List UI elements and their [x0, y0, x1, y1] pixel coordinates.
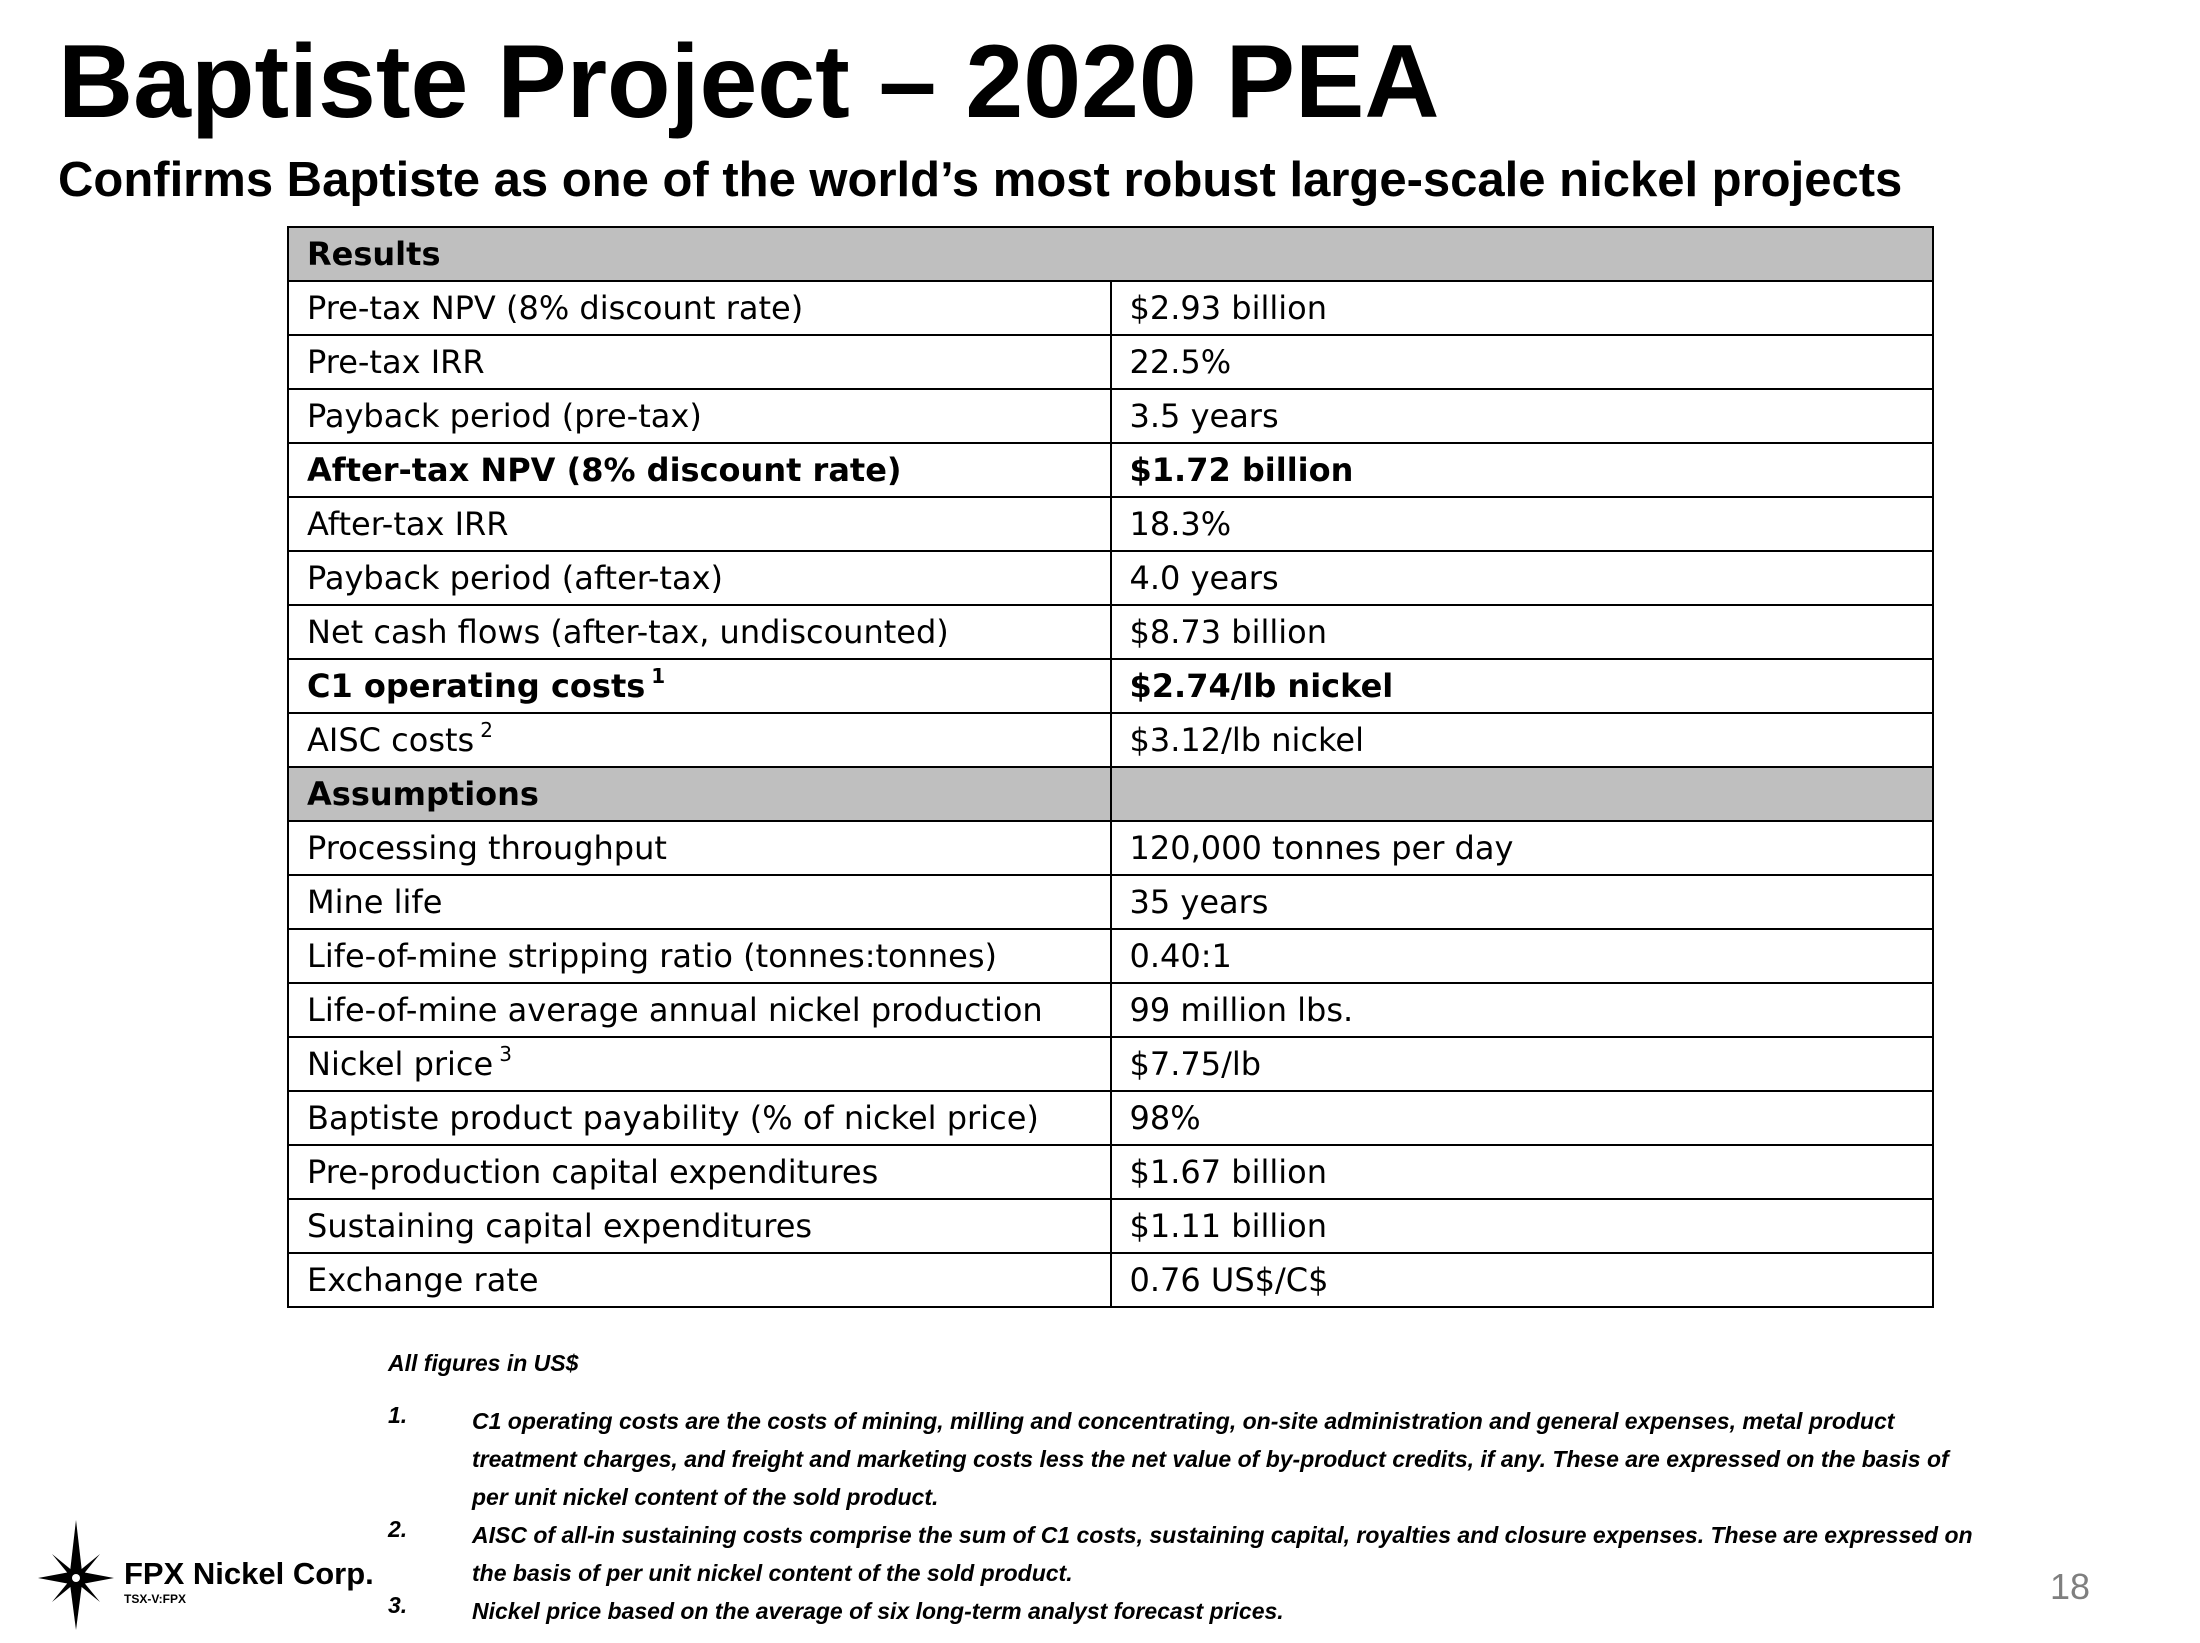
- row-label: [288, 281, 1111, 335]
- pea-results-table: [287, 226, 1934, 1308]
- row-label: [288, 335, 1111, 389]
- company-ticker: TSX-V:FPX: [124, 1592, 187, 1606]
- footnote-line: treatment charges, and freight and marketing costs less the net value of by-product credits, if any. These are expressed on the basis of: [472, 1446, 1949, 1472]
- company-name: FPX Nickel Corp.: [124, 1556, 374, 1591]
- table-row: [288, 983, 1933, 1037]
- row-value: 18.3%: [1111, 497, 1934, 551]
- table-row: [288, 443, 1933, 497]
- footnote-text: [472, 1592, 2172, 1630]
- footnote-line: Nickel price based on the average of six long-term analyst forecast prices.: [472, 1598, 1284, 1624]
- table-section-header: [288, 227, 1933, 281]
- footnote-line: C1 operating costs are the costs of mining, milling and concentrating, on-site administration and general expenses, metal product: [472, 1408, 1895, 1434]
- footnote-line: AISC of all-in sustaining costs comprise the sum of C1 costs, sustaining capital, royalties and closure expenses. These are expressed on: [472, 1522, 1973, 1548]
- table-row: [288, 821, 1933, 875]
- section-label: Assumptions: [288, 767, 1111, 821]
- row-label: [288, 821, 1111, 875]
- row-value: $8.73 billion: [1111, 605, 1934, 659]
- row-value: $3.12/lb nickel: [1111, 713, 1934, 767]
- row-value: 4.0 years: [1111, 551, 1934, 605]
- row-label: [288, 1037, 1111, 1091]
- footnote-line: per unit nickel content of the sold product.: [472, 1484, 939, 1510]
- row-label-text: Exchange rate: [307, 1261, 539, 1299]
- footnote-text: [472, 1516, 2172, 1592]
- table-row: [288, 335, 1933, 389]
- row-label: [288, 1145, 1111, 1199]
- table-row: [288, 1253, 1933, 1307]
- row-value: $1.72 billion: [1111, 443, 1934, 497]
- row-label: [288, 875, 1111, 929]
- row-label: [288, 1253, 1111, 1307]
- footnote-marker: 1: [651, 664, 666, 688]
- row-label-text: Net cash flows (after-tax, undiscounted): [307, 613, 949, 651]
- page-title: Baptiste Project – 2020 PEA: [58, 24, 1440, 140]
- row-label: [288, 605, 1111, 659]
- row-label-text: Processing throughput: [307, 829, 667, 867]
- footnote-number: 1.: [388, 1402, 408, 1428]
- row-label-text: Mine life: [307, 883, 443, 921]
- table-row: [288, 929, 1933, 983]
- row-label-text: After-tax NPV (8% discount rate): [307, 451, 902, 489]
- row-value: $2.74/lb nickel: [1111, 659, 1934, 713]
- row-label: [288, 713, 1111, 767]
- footnote-line: the basis of per unit nickel content of the sold product.: [472, 1560, 1073, 1586]
- row-label-text: Life-of-mine stripping ratio (tonnes:tonnes): [307, 937, 997, 975]
- row-value: $2.93 billion: [1111, 281, 1934, 335]
- row-label: [288, 443, 1111, 497]
- row-label: [288, 983, 1111, 1037]
- footnote-text: [472, 1402, 2172, 1516]
- row-label-text: Life-of-mine average annual nickel production: [307, 991, 1043, 1029]
- row-value: $7.75/lb: [1111, 1037, 1934, 1091]
- row-value: 22.5%: [1111, 335, 1934, 389]
- row-label: [288, 1091, 1111, 1145]
- table-row: [288, 281, 1933, 335]
- section-empty-cell: [1111, 767, 1934, 821]
- row-label: [288, 551, 1111, 605]
- page-number: 18: [2050, 1566, 2091, 1607]
- row-value: 0.40:1: [1111, 929, 1934, 983]
- row-label-text: C1 operating costs: [307, 667, 646, 705]
- row-label-text: Payback period (after-tax): [307, 559, 723, 597]
- row-label-text: Pre-tax IRR: [307, 343, 485, 381]
- row-label: [288, 659, 1111, 713]
- row-label: [288, 1199, 1111, 1253]
- table-row: [288, 1091, 1933, 1145]
- footnote-marker: 3: [499, 1042, 512, 1066]
- row-value: 3.5 years: [1111, 389, 1934, 443]
- section-label: Results: [288, 227, 1933, 281]
- row-label-text: Baptiste product payability (% of nickel price): [307, 1099, 1039, 1137]
- footnote-number: 2.: [388, 1516, 408, 1542]
- table-row: [288, 875, 1933, 929]
- row-value: $1.67 billion: [1111, 1145, 1934, 1199]
- table-row: [288, 659, 1933, 713]
- table-row: [288, 389, 1933, 443]
- table-row: [288, 713, 1933, 767]
- row-value: 99 million lbs.: [1111, 983, 1934, 1037]
- table-row: [288, 497, 1933, 551]
- row-value: 0.76 US$/C$: [1111, 1253, 1934, 1307]
- row-label: [288, 929, 1111, 983]
- row-label-text: AISC costs: [307, 721, 475, 759]
- row-label-text: Nickel price: [307, 1045, 494, 1083]
- row-value: $1.11 billion: [1111, 1199, 1934, 1253]
- row-label-text: Pre-tax NPV (8% discount rate): [307, 289, 804, 327]
- footnote-marker: 2: [480, 718, 493, 742]
- table-section-header: [288, 767, 1933, 821]
- row-label-text: Sustaining capital expenditures: [307, 1207, 813, 1245]
- row-value: 98%: [1111, 1091, 1934, 1145]
- currency-note: All figures in US$: [388, 1350, 579, 1376]
- table-row: [288, 551, 1933, 605]
- row-label-text: Payback period (pre-tax): [307, 397, 702, 435]
- row-value: 120,000 tonnes per day: [1111, 821, 1934, 875]
- table-row: [288, 1145, 1933, 1199]
- page-subtitle: Confirms Baptiste as one of the world’s most robust large-scale nickel projects: [58, 153, 1903, 207]
- table-row: [288, 1199, 1933, 1253]
- table-row: [288, 605, 1933, 659]
- table-row: [288, 1037, 1933, 1091]
- row-label-text: After-tax IRR: [307, 505, 509, 543]
- row-label: [288, 497, 1111, 551]
- row-label-text: Pre-production capital expenditures: [307, 1153, 879, 1191]
- row-value: 35 years: [1111, 875, 1934, 929]
- footnote-number: 3.: [388, 1592, 408, 1618]
- row-label: [288, 389, 1111, 443]
